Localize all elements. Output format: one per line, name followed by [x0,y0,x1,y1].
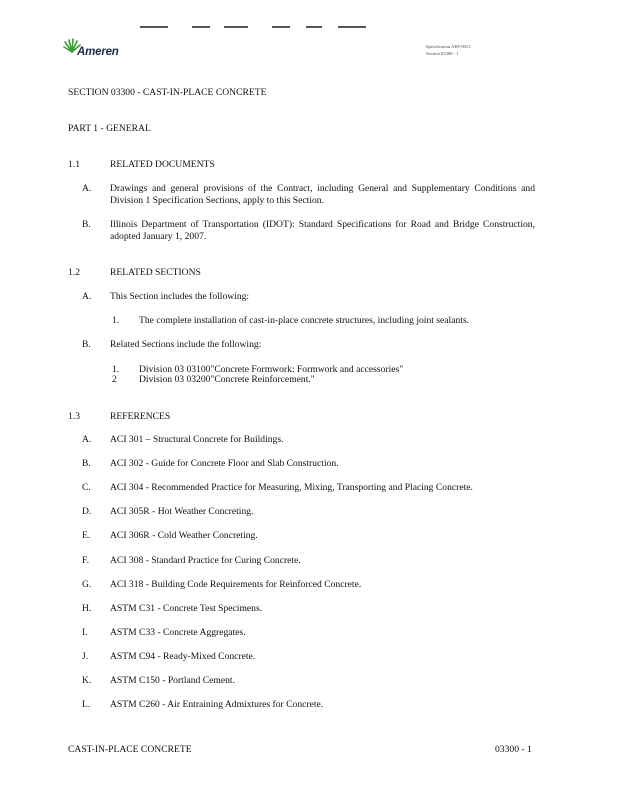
item-text: Drawings and general provisions of the Contract, including General and Supplementary Conditions and Division 1 Specification Sections, apply to this Section. [110,183,535,206]
reference-text: ACI 318 - Building Code Requirements for Reinforced Concrete. [110,579,362,590]
section-heading: REFERENCES [110,411,171,422]
spec-line-2: Section 03300 - 1 [426,51,459,56]
header-rule-marks [140,26,370,30]
reference-text: ASTM C150 - Portland Cement. [110,675,235,686]
reference-letter: D. [82,506,92,517]
footer-title: CAST-IN-PLACE CONCRETE [68,744,192,755]
reference-text: ASTM C33 - Concrete Aggregates. [110,627,246,638]
reference-letter: H. [82,603,92,614]
reference-text: ACI 305R - Hot Weather Concreting. [110,506,254,517]
section-number: 1.2 [68,267,80,278]
reference-text: ACI 308 - Standard Practice for Curing Concrete. [110,555,301,566]
reference-letter: G. [82,579,92,590]
reference-text: ACI 304 - Recommended Practice for Measuring, Mixing, Transporting and Placing Concrete. [110,482,473,493]
spec-line-1: Specification AEP-0013 [426,44,471,49]
reference-letter: C. [82,482,91,493]
subitem-number: 1. [112,364,120,375]
logo-wordmark: Ameren [77,46,119,58]
reference-text: ASTM C31 - Concrete Test Specimens. [110,603,263,614]
subitem-text: The complete installation of cast-in-place concrete structures, including joint sealants. [139,315,470,326]
section-title: SECTION 03300 - CAST-IN-PLACE CONCRETE [68,87,267,98]
item-text: This Section includes the following: [110,291,250,302]
section-number: 1.1 [68,159,80,170]
subitem-text: Division 03 03200"Concrete Reinforcement." [139,374,315,385]
reference-text: ACI 302 - Guide for Concrete Floor and Slab Construction. [110,458,339,469]
item-letter: B. [82,339,91,350]
section-heading: RELATED SECTIONS [110,267,201,278]
ameren-logo [62,38,142,60]
footer-page-number: 03300 - 1 [495,744,532,755]
subitem-number: 1. [112,315,120,326]
item-letter: A. [82,291,92,302]
reference-text: ASTM C94 - Ready-Mixed Concrete. [110,651,256,662]
reference-letter: E. [82,530,91,541]
reference-letter: A. [82,434,92,445]
item-letter: B. [82,219,91,230]
spec-number [426,43,471,57]
reference-letter: J. [82,651,89,662]
section-heading: RELATED DOCUMENTS [110,159,215,170]
reference-letter: F. [82,555,89,566]
reference-letter: I. [82,627,88,638]
item-text: Illinois Department of Transportation (IDOT): Standard Specifications for Road and Bridge Construction, adopted January 1, 2007. [110,219,535,242]
item-letter: A. [82,183,92,194]
section-number: 1.3 [68,411,80,422]
reference-text: ACI 301 – Structural Concrete for Buildings. [110,434,284,445]
part-title: PART 1 - GENERAL [68,123,151,134]
item-text: Related Sections include the following: [110,339,262,350]
subitem-number: 2 [112,374,117,385]
subitem-text: Division 03 03100"Concrete Formwork: Formwork and accessories" [139,364,404,375]
reference-text: ACI 306R - Cold Weather Concreting. [110,530,258,541]
reference-letter: B. [82,458,91,469]
reference-text: ASTM C260 - Air Entraining Admixtures for Concrete. [110,699,324,710]
reference-letter: L. [82,699,91,710]
reference-letter: K. [82,675,92,686]
